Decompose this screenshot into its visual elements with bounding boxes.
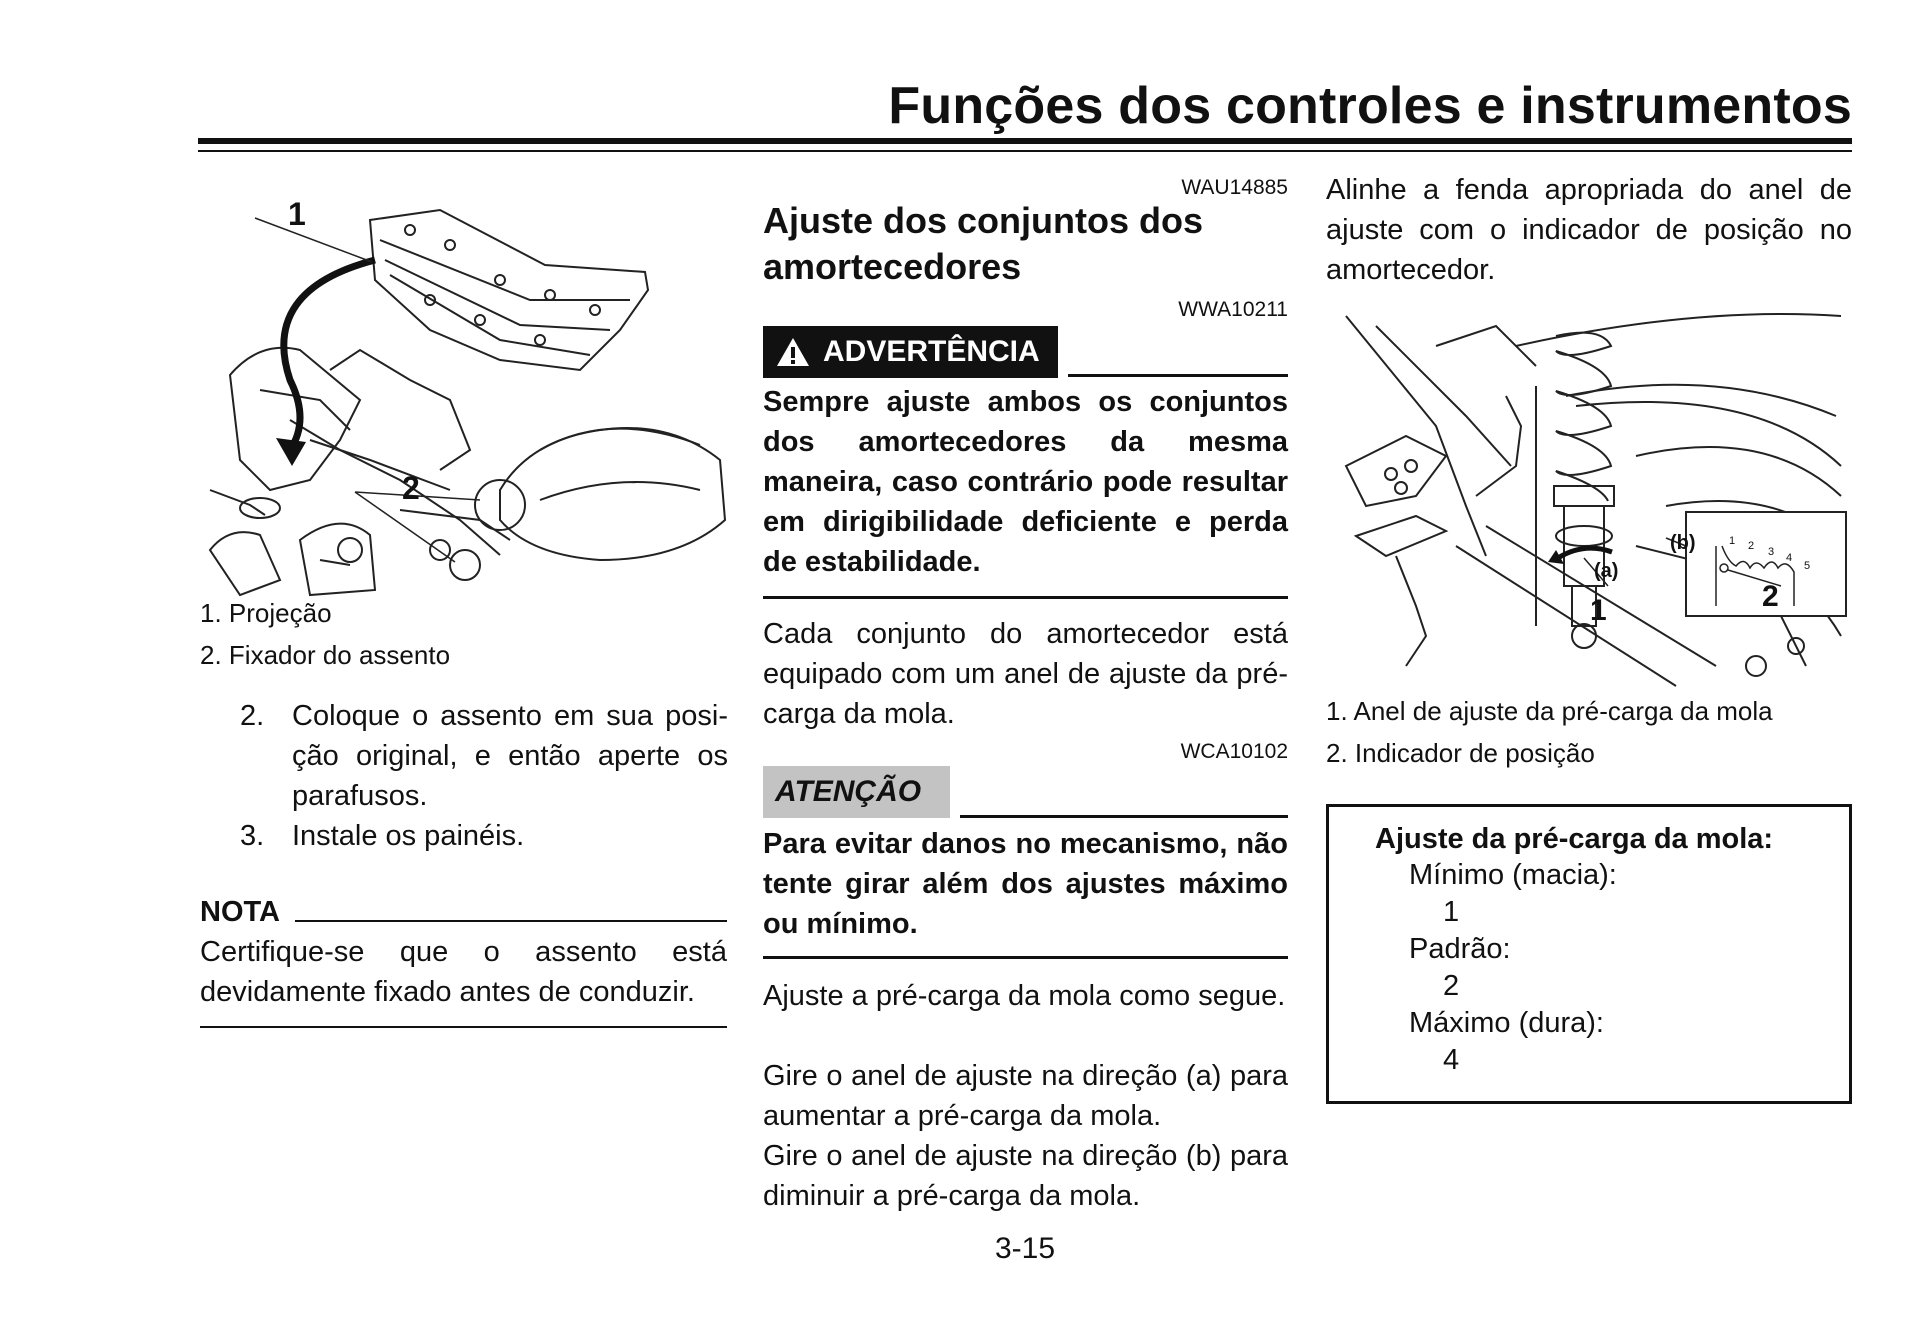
seat-installation-figure [200,190,735,600]
header-rule-thin [198,150,1852,152]
instruction-text: Gire o anel de ajuste na direção (b) para diminuir a pré-carga da mola. [763,1140,1288,1212]
slot-number: 4 [1786,552,1793,564]
section-heading: Ajuste dos conjuntos dos amortecedores [763,200,1204,287]
spec-label: Máximo (dura): [1409,1007,1604,1039]
figure-callout-2: 2 [402,470,420,506]
doc-code: WCA10102 [1180,740,1288,763]
shock-absorber-figure [1336,306,1852,690]
figure-callout-a: (a) [1594,560,1619,582]
list-text: Coloque o assento em sua posi-ção original, e então aperte os parafusos. [292,700,728,812]
list-item [240,696,728,820]
slot-number: 1 [1729,535,1736,547]
slot-number: 3 [1768,546,1775,558]
spec-value: 1 [1443,896,1460,928]
slot-number: 2 [1748,540,1755,552]
spec-title: Ajuste da pré-carga da mola: [1375,823,1774,855]
caution-label: ATENÇÃO [763,766,950,818]
figure-caption: 1. Projeção [200,598,332,628]
divider [295,920,727,922]
figure-caption: 1. Anel de ajuste da pré-carga da mola [1326,696,1773,726]
figure-callout-1: 1 [1590,594,1607,627]
list-number: 2. [240,700,265,732]
figure-callout-1: 1 [288,196,306,232]
slot-number: 5 [1804,560,1811,572]
divider [960,815,1288,818]
list-text: Instale os painéis. [292,820,525,852]
doc-code: WAU14885 [1181,176,1288,199]
instruction-text: Gire o anel de ajuste na direção (a) para aumentar a pré-carga da mola. [763,1060,1288,1132]
divider [200,1026,727,1028]
divider [763,956,1288,959]
section-intro: Cada conjunto do amortecedor está equipado com um anel de ajuste da pré-carga da mola. [763,618,1288,730]
spec-label: Padrão: [1409,933,1511,965]
figure-callout-2: 2 [1762,580,1779,613]
list-number: 3. [240,820,265,852]
spec-value: 2 [1443,970,1460,1002]
page-number: 3-15 [994,1232,1056,1265]
figure-callout-b: (b) [1670,532,1696,554]
instruction-text: Ajuste a pré-carga da mola como segue. [763,980,1286,1012]
divider [763,596,1288,599]
warning-label [763,326,1058,378]
caution-text: Para evitar danos no mecanismo, não tente girar além dos ajustes máximo ou mínimo. [763,828,1288,940]
note-text: Certifique-se que o assento está devidamente fixado antes de conduzir. [200,936,727,1008]
spec-label: Mínimo (macia): [1409,859,1617,891]
adjust-intro: Alinhe a fenda apropriada do anel de ajuste com o indicador de posição no amortecedor. [1326,174,1852,286]
note-label: NOTA [200,896,281,928]
header-rule [198,138,1852,144]
warning-icon [775,336,811,368]
warning-text: Sempre ajuste ambos os conjuntos dos amortecedores da mesma maneira, caso contrário pode resultar em dirigibilidade deficiente e perda de estabilidade. [763,386,1288,578]
warning-label-text: ADVERTÊNCIA [823,335,1040,368]
figure-caption: 2. Indicador de posição [1326,738,1595,768]
page-title: Funções dos controles e instrumentos [888,77,1852,135]
figure-caption: 2. Fixador do assento [200,640,451,670]
list-item [240,816,728,856]
doc-code: WWA10211 [1178,298,1288,321]
divider [1068,374,1288,377]
spec-box [1326,804,1852,1104]
spec-value: 4 [1443,1044,1460,1076]
